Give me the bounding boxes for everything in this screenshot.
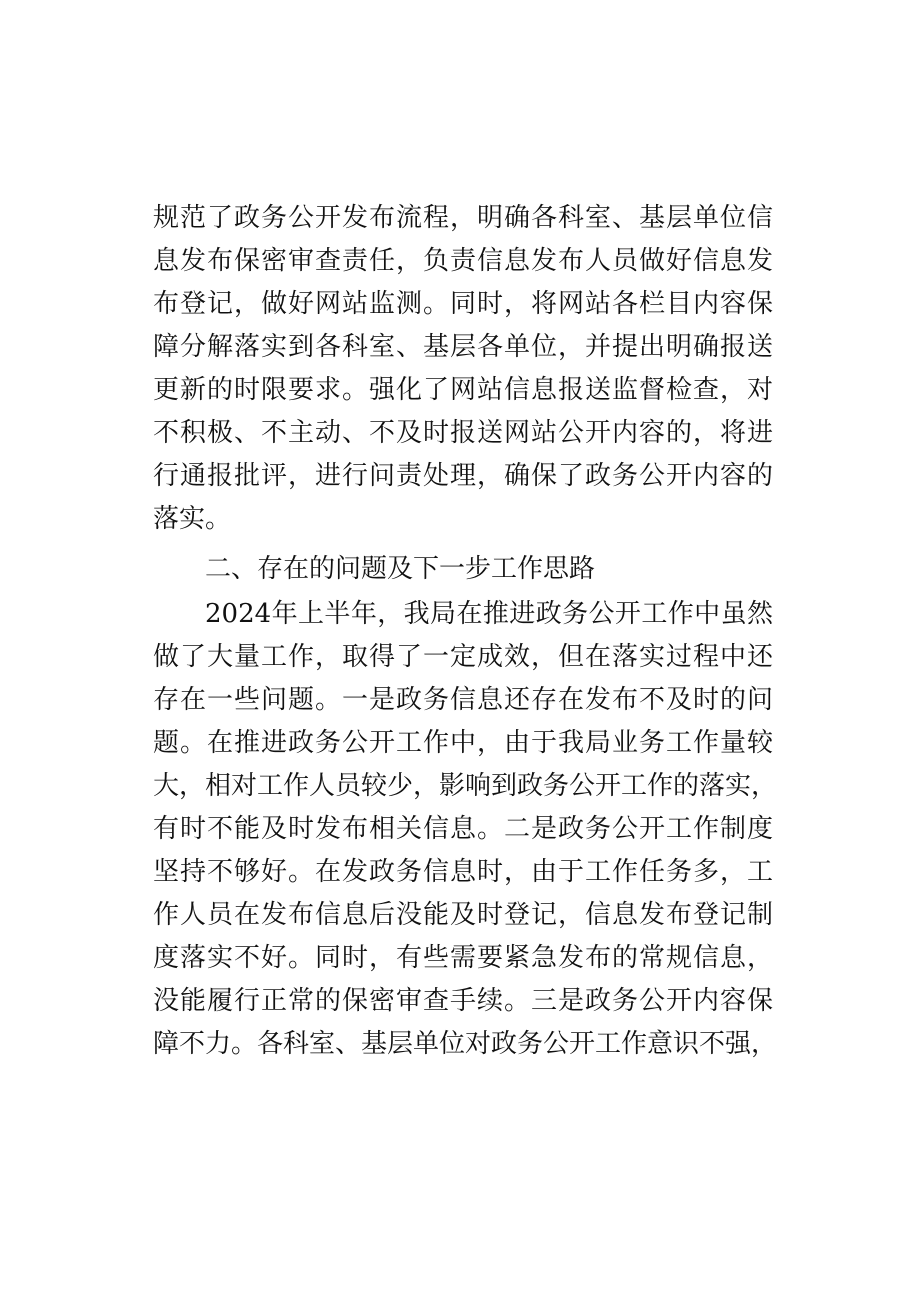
p2-line-7: 坚持不够好。在发政务信息时，由于工作任务多，工 — [153, 857, 773, 887]
p1-line-3: 布登记，做好网站监测。同时，将网站各栏目内容保 — [153, 289, 773, 319]
p1-line-2: 息发布保密审查责任，负责信息发布人员做好信息发 — [153, 246, 773, 276]
p2-line-1: 2024年上半年，我局在推进政务公开工作中虽然 — [205, 599, 773, 629]
p1-line-6: 不积极、不主动、不及时报送网站公开内容的，将进 — [153, 418, 773, 448]
section-heading: 二、存在的问题及下一步工作思路 — [205, 554, 596, 584]
p2-line-5: 大，相对工作人员较少，影响到政务公开工作的落实， — [153, 771, 778, 801]
p1-line-1: 规范了政务公开发布流程，明确各科室、基层单位信 — [153, 203, 773, 233]
p2-line-9: 度落实不好。同时，有些需要紧急发布的常规信息， — [153, 943, 773, 973]
p2-line-8: 作人员在发布信息后没能及时登记，信息发布登记制 — [153, 900, 773, 930]
p2-line-4: 题。在推进政务公开工作中，由于我局业务工作量较 — [153, 728, 773, 758]
p1-line-5: 更新的时限要求。强化了网站信息报送监督检查，对 — [153, 375, 773, 405]
p1-line-4: 障分解落实到各科室、基层各单位，并提出明确报送 — [153, 332, 773, 362]
p1-line-8: 落实。 — [153, 504, 232, 534]
p2-line-2: 做了大量工作，取得了一定成效，但在落实过程中还 — [153, 642, 773, 672]
p2-line-10: 没能履行正常的保密审查手续。三是政务公开内容保 — [153, 986, 773, 1016]
p1-line-7: 行通报批评，进行问责处理，确保了政务公开内容的 — [153, 461, 773, 491]
p2-line-11: 障不力。各科室、基层单位对政务公开工作意识不强， — [153, 1029, 778, 1059]
p2-line-3: 存在一些问题。一是政务信息还存在发布不及时的问 — [153, 685, 773, 715]
p2-line-6: 有时不能及时发布相关信息。二是政务公开工作制度 — [153, 814, 773, 844]
